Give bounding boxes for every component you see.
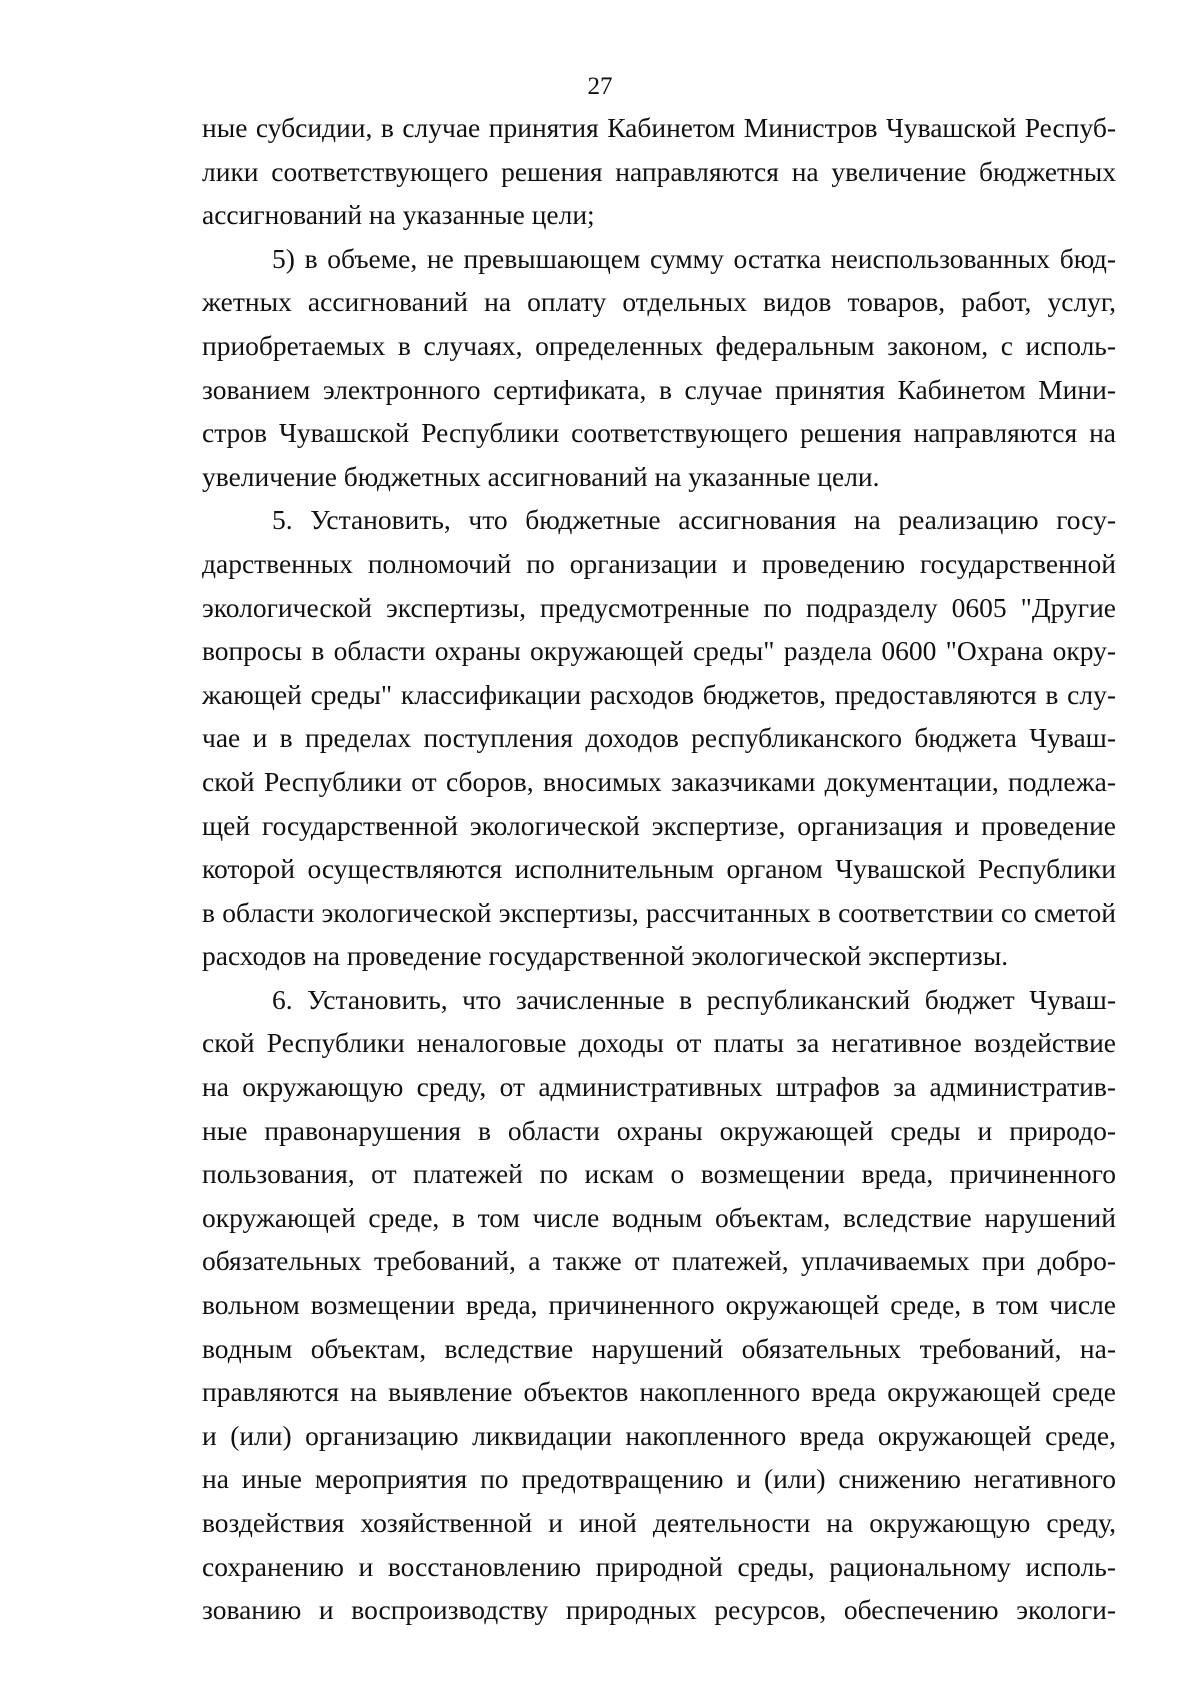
text-line: приобретаемых в случаях, определенных федеральным законом, с исполь-: [202, 329, 1116, 361]
text-line: жетных ассигнований на оплату отдельных видов товаров, работ, услуг,: [202, 286, 1116, 318]
text-line: на окружающую среду, от административных штрафов за административ-: [202, 1071, 1116, 1103]
document-body: [202, 106, 1116, 1632]
text-line: 5) в объеме, не превышающем сумму остатка неиспользованных бюд-: [272, 242, 1116, 274]
text-line: правляются на выявление объектов накопленного вреда окружающей среде: [202, 1376, 1116, 1408]
text-line: щей государственной экологической экспертизе, организация и проведение: [202, 809, 1116, 841]
text-line: ные правонарушения в области охраны окружающей среды и природо-: [202, 1114, 1116, 1146]
text-line: вольном возмещении вреда, причиненного окружающей среде, в том числе: [202, 1289, 1116, 1321]
text-line: ской Республики от сборов, вносимых заказчиками документации, подлежа-: [202, 765, 1116, 797]
text-line: зованием электронного сертификата, в случае принятия Кабинетом Мини-: [202, 373, 1116, 405]
text-line: увеличение бюджетных ассигнований на указанные цели.: [202, 460, 880, 492]
text-line: 5. Установить, что бюджетные ассигнования на реализацию госу-: [272, 504, 1116, 536]
text-line: 6. Установить, что зачисленные в республиканский бюджет Чуваш-: [272, 983, 1116, 1015]
text-line: лики соответствующего решения направляются на увеличение бюджетных: [202, 155, 1116, 187]
text-line: и (или) организацию ликвидации накопленного вреда окружающей среде,: [202, 1419, 1116, 1451]
text-line: ской Республики неналоговые доходы от платы за негативное воздействие: [202, 1027, 1116, 1059]
text-line: жающей среды" классификации расходов бюджетов, предоставляются в слу-: [202, 678, 1116, 710]
text-line: чае и в пределах поступления доходов республиканского бюджета Чуваш-: [202, 722, 1116, 754]
text-line: зованию и воспроизводству природных ресурсов, обеспечению экологи-: [202, 1594, 1116, 1626]
text-line: водным объектам, вследствие нарушений обязательных требований, на-: [202, 1332, 1116, 1364]
text-line: обязательных требований, а также от платежей, уплачиваемых при добро-: [202, 1245, 1116, 1277]
text-line: в области экологической экспертизы, рассчитанных в соответствии со сметой: [202, 896, 1116, 928]
text-line: стров Чувашской Республики соответствующего решения направляются на: [202, 417, 1116, 449]
text-line: на иные мероприятия по предотвращению и (или) снижению негативного: [202, 1463, 1116, 1495]
text-line: сохранению и восстановлению природной среды, рациональному исполь-: [202, 1550, 1116, 1582]
text-line: которой осуществляются исполнительным органом Чувашской Республики: [202, 853, 1116, 885]
text-line: расходов на проведение государственной экологической экспертизы.: [202, 940, 1009, 972]
text-line: дарственных полномочий по организации и проведению государственной: [202, 547, 1116, 579]
text-line: ные субсидии, в случае принятия Кабинетом Министров Чувашской Респуб-: [202, 112, 1116, 143]
text-line: пользования, от платежей по искам о возмещении вреда, причиненного: [202, 1158, 1116, 1190]
page-number: 27: [587, 73, 613, 100]
text-line: экологической экспертизы, предусмотренные по подразделу 0605 "Другие: [202, 591, 1116, 623]
text-line: вопросы в области охраны окружающей среды" раздела 0600 "Охрана окру-: [202, 635, 1116, 667]
text-line: воздействия хозяйственной и иной деятельности на окружающую среду,: [202, 1507, 1116, 1538]
text-line: окружающей среде, в том числе водным объектам, вследствие нарушений: [202, 1201, 1116, 1233]
text-line: ассигнований на указанные цели;: [202, 199, 595, 231]
